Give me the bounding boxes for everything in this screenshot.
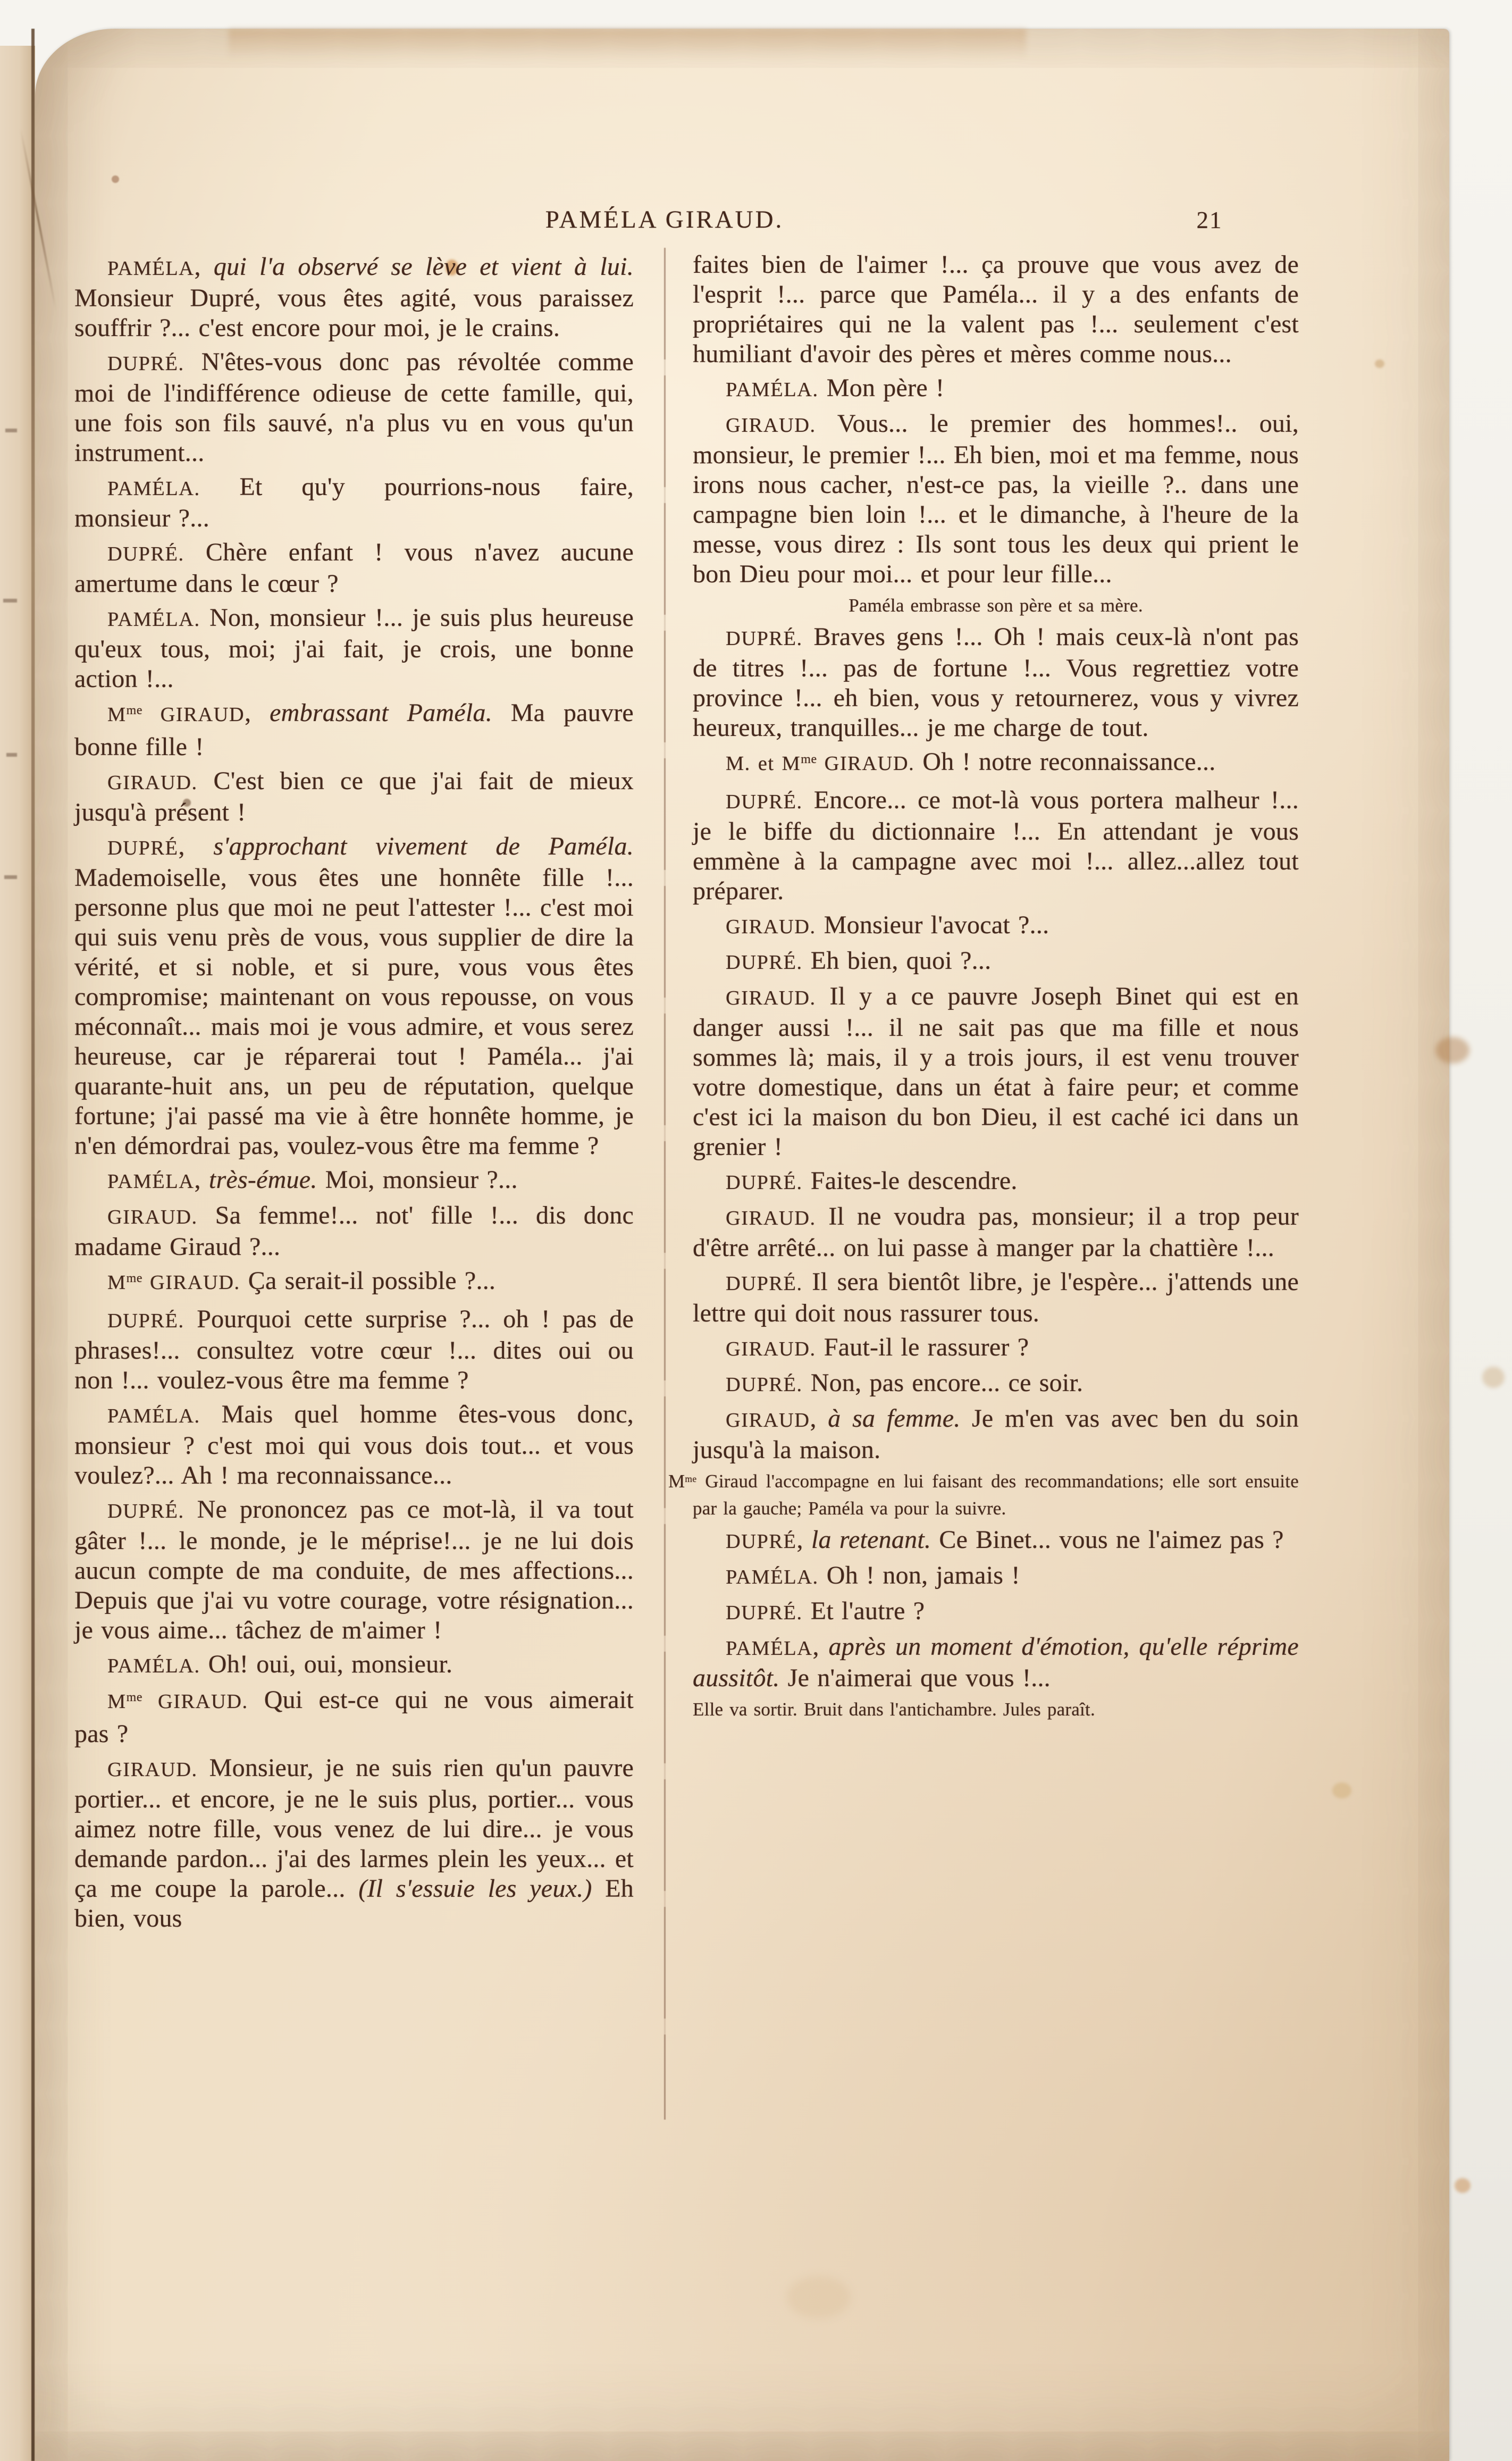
dialogue-text: ,: [194, 253, 214, 281]
speaker-name: PAMÉLA: [107, 1170, 195, 1193]
speaker-name: GIRAUD.: [107, 1206, 198, 1228]
speaker-name: PAMÉLA.: [107, 478, 200, 500]
dialogue-text: Oh! oui, oui, monsieur.: [200, 1650, 453, 1678]
dialogue-paragraph: [74, 832, 634, 1161]
dialogue-paragraph: [74, 347, 634, 468]
dialogue-text: C'est bien ce que j'ai fait de mieux jusqu'à présent !: [74, 767, 634, 826]
page-number: 21: [1196, 207, 1223, 233]
running-head-title: PAMÉLA GIRAUD.: [545, 206, 784, 233]
dialogue-paragraph: [693, 1525, 1299, 1556]
speaker-name: DUPRÉ.: [726, 1171, 803, 1194]
speaker-name: GIRAUD.: [142, 1690, 248, 1713]
dialogue-text: Faites-le descendre.: [802, 1167, 1018, 1195]
speaker-name-superscript: me: [801, 752, 817, 766]
dialogue-text: M: [668, 1471, 685, 1492]
speaker-name: PAMÉLA.: [726, 1566, 819, 1588]
dialogue-paragraph: [693, 1561, 1299, 1592]
speaker-name-superscript: me: [685, 1474, 697, 1485]
inline-stage-direction: (Il s'essuie les yeux.): [358, 1874, 592, 1903]
dialogue-text: Oh ! non, jamais !: [818, 1561, 1020, 1589]
speaker-name: DUPRÉ.: [107, 1500, 184, 1522]
inline-stage-direction: qui l'a observé se lève et vient à lui.: [213, 253, 634, 281]
dialogue-text: Et l'autre ?: [802, 1597, 925, 1625]
dialogue-text: Oh ! notre reconnaissance...: [914, 748, 1216, 776]
dialogue-paragraph: [74, 1165, 634, 1196]
dialogue-text: Mais quel homme êtes-vous donc, monsieur ? c'est moi qui vous dois tout... et vous voulez?... Ah ! ma reconnaissance...: [74, 1400, 634, 1489]
speaker-name: PAMÉLA: [726, 1637, 813, 1660]
speaker-name: M. et M: [726, 752, 801, 775]
dialogue-text: Monsieur Dupré, vous êtes agité, vous paraissez souffrir ?... c'est encore pour moi, je le crains.: [74, 284, 634, 342]
speaker-name: PAMÉLA: [107, 257, 195, 280]
dialogue-text: Mademoiselle, vous êtes une honnête fille !... personne plus que moi ne peut l'attester !... c'est moi qui suis venu près de vous, vous supplier de dire la vérité, et si noble, et si pure, vous vous êtes compromise; maintenant on vous repousse, on vous méconnaît... mais moi je vous admire, et vous serez heureuse, car je réparerai tout ! Paméla... j'ai quarante-huit ans, un peu de réputation, quelque fortune; j'ai passé ma vie à être honnête homme, je n'en démordrai pas, voulez-vous être ma femme ?: [74, 864, 634, 1160]
foxing-spot: [1455, 2178, 1471, 2193]
dialogue-text: Ce Binet... vous ne l'aimez pas ?: [931, 1526, 1284, 1554]
speaker-name: PAMÉLA.: [726, 379, 819, 401]
dialogue-text: Chère enfant ! vous n'avez aucune amertume dans le cœur ?: [74, 538, 634, 598]
speaker-name: DUPRÉ.: [107, 1310, 184, 1332]
dialogue-text: faites bien de l'aimer !... ça prouve que vous avez de l'esprit !... parce que Paméla... il y a des enfants de propriétaires qui ne la valent pas !... seulement c'est humiliant d'avoir des pères et mères comme nous...: [693, 250, 1299, 368]
dialogue-text: Eh bien, vous: [74, 1874, 634, 1932]
dialogue-paragraph: [74, 538, 634, 599]
dialogue-paragraph: [693, 1596, 1299, 1628]
speaker-name: DUPRÉ.: [107, 543, 184, 565]
dialogue-paragraph: [74, 1304, 634, 1395]
dialogue-paragraph: [74, 1201, 634, 1262]
dialogue-text: Ça serait-il possible ?...: [240, 1267, 496, 1295]
speaker-name: GIRAUD.: [726, 1338, 816, 1360]
speaker-name-superscript: me: [126, 1690, 142, 1704]
dialogue-paragraph: [693, 982, 1299, 1162]
dialogue-text: Il sera bientôt libre, je l'espère... j'attends une lettre qui doit nous rassurer tous.: [693, 1268, 1299, 1327]
dialogue-text: Moi, monsieur ?...: [317, 1166, 518, 1194]
speaker-name: GIRAUD.: [817, 752, 915, 775]
foxing-spot: [1375, 359, 1384, 368]
speaker-name: M: [107, 1271, 127, 1294]
dialogue-paragraph: [74, 1650, 634, 1681]
speaker-name: DUPRÉ.: [726, 627, 803, 650]
speaker-name: DUPRÉ.: [726, 1374, 803, 1396]
facing-page-text-trace: [5, 429, 17, 432]
speaker-name: GIRAUD.: [107, 1759, 198, 1781]
dialogue-text: Ne prononcez pas ce mot-là, il va tout gâter !... le monde, je le méprise!... je ne lui dois aucun compte de ma conduite, de mes affections... Depuis que j'ai vu votre courage, votre résignation... je vous aime... tâchez de m'aimer !: [74, 1495, 634, 1644]
facing-page-text-trace: [4, 875, 17, 879]
dialogue-paragraph: [693, 747, 1299, 781]
dialogue-paragraph: [693, 1333, 1299, 1364]
speaker-name: GIRAUD.: [142, 1271, 240, 1294]
stage-direction: [693, 593, 1299, 618]
dialogue-text: Eh bien, quoi ?...: [802, 947, 992, 975]
top-edge-stain: [229, 29, 1026, 60]
speaker-name: GIRAUD.: [107, 772, 198, 794]
text-column-right: [668, 246, 1299, 1726]
dialogue-paragraph: [693, 250, 1299, 369]
dialogue-text: Sa femme!... not' fille !... dis donc madame Giraud ?...: [74, 1201, 634, 1261]
speaker-name: M: [107, 1690, 127, 1713]
dialogue-text: Qui est-ce qui ne vous aimerait pas ?: [74, 1686, 634, 1748]
dialogue-text: Encore... ce mot-là vous portera malheur !... je le biffe du dictionnaire !... En attendant je vous emmène à la campagne avec moi !... allez...allez tout préparer.: [693, 786, 1299, 905]
stage-direction: [668, 1469, 1299, 1521]
text-column-left: [74, 248, 634, 1938]
inline-stage-direction: après un moment d'émotion, qu'elle réprime aussitôt.: [693, 1633, 1299, 1692]
inline-stage-direction: très-émue.: [208, 1166, 317, 1194]
dialogue-paragraph: [693, 1404, 1299, 1465]
speaker-name: DUPRÉ.: [726, 791, 803, 813]
dialogue-paragraph: [693, 785, 1299, 906]
dialogue-paragraph: [74, 1400, 634, 1491]
speaker-name: DUPRÉ: [107, 837, 179, 859]
dialogue-text: ,: [194, 1166, 209, 1194]
stage-direction: [693, 1697, 1299, 1722]
dialogue-text: Non, pas encore... ce soir.: [802, 1369, 1083, 1397]
inline-stage-direction: embrassant Paméla.: [270, 699, 492, 727]
dialogue-paragraph: [693, 1166, 1299, 1198]
inline-stage-direction: s'approchant vivement de Paméla.: [213, 832, 634, 860]
inline-stage-direction: la retenant.: [811, 1526, 931, 1554]
speaker-name: PAMÉLA.: [107, 1405, 200, 1427]
speaker-name: PAMÉLA.: [107, 1655, 200, 1677]
speaker-name: GIRAUD.: [726, 916, 816, 938]
dialogue-text: Pourquoi cette surprise ?... oh ! pas de phrases!... consultez votre cœur !... dites oui ou non !... voulez-vous être ma femme ?: [74, 1305, 634, 1394]
foxing-spot: [1482, 1367, 1505, 1388]
dialogue-text: Non, monsieur !... je suis plus heureuse qu'eux tous, moi; j'ai fait, je crois, une bonne action !...: [74, 604, 634, 693]
dialogue-text: Mon père !: [818, 374, 945, 402]
speaker-name-superscript: me: [126, 1271, 142, 1285]
dialogue-text: Je n'aimerai que vous !...: [779, 1664, 1051, 1692]
dialogue-text: ,: [796, 1526, 811, 1554]
dialogue-paragraph: [693, 373, 1299, 405]
speaker-name: DUPRÉ.: [726, 951, 803, 974]
dialogue-paragraph: [74, 698, 634, 762]
speaker-name: GIRAUD: [142, 704, 245, 726]
dialogue-text: ,: [178, 832, 214, 860]
dialogue-paragraph: [693, 910, 1299, 942]
dialogue-text: Elle va sortir. Bruit dans l'antichambre. Jules paraît.: [693, 1699, 1095, 1720]
dialogue-text: Vous... le premier des hommes!.. oui, monsieur, le premier !... Eh bien, moi et ma femme, nous irons nous cacher, n'est-ce pas, la vieille ?.. dans une campagne bien loin !... et le dimanche, à l'heure de la messe, vous direz : Ils sont tous les deux qui prient le bon Dieu pour moi... et pour leur fille...: [693, 409, 1299, 588]
dialogue-text: Braves gens !... Oh ! mais ceux-là n'ont pas de titres !... pas de fortune !... Vous regrettiez votre province !... eh bien, vous y retournerez, vous y vivrez heureux, tranquilles... je me charge de tout.: [693, 623, 1299, 742]
dialogue-text: Faut-il le rassurer ?: [816, 1333, 1029, 1361]
dialogue-paragraph: [693, 1632, 1299, 1693]
speaker-name-superscript: me: [126, 703, 142, 717]
speaker-name: DUPRÉ.: [726, 1602, 803, 1624]
foxing-spot: [1435, 1037, 1469, 1064]
dialogue-text: Et qu'y pourrions-nous faire, monsieur ?...: [74, 473, 634, 532]
dialogue-paragraph: [693, 1267, 1299, 1328]
dialogue-paragraph: [74, 1495, 634, 1645]
dialogue-text: ,: [812, 1633, 829, 1661]
dialogue-paragraph: [74, 1266, 634, 1300]
dialogue-text: Monsieur, je ne suis rien qu'un pauvre portier... et encore, je ne le suis plus, portier... vous aimez notre fille, vous venez de lui dire... je vous demande pardon... j'ai des larmes plein les yeux... et ça me coupe la parole...: [74, 1754, 634, 1903]
speaker-name: M: [107, 704, 127, 726]
dialogue-text: Il ne voudra pas, monsieur; il a trop peur d'être arrêté... on lui passe à manger par la chattière !...: [693, 1202, 1299, 1262]
column-divider-rule: [664, 248, 666, 2120]
dialogue-text: Paméla embrasse son père et sa mère.: [849, 595, 1143, 616]
dialogue-text: N'êtes-vous donc pas révoltée comme moi de l'indifférence odieuse de cette famille, qui, une fois son fils sauvé, n'a plus vu en vous qu'un instrument...: [74, 348, 634, 467]
dialogue-paragraph: [693, 622, 1299, 743]
speaker-name: PAMÉLA.: [107, 608, 200, 631]
dialogue-paragraph: [74, 603, 634, 694]
speaker-name: DUPRÉ.: [107, 353, 184, 375]
facing-page-text-trace: [3, 599, 17, 602]
dialogue-paragraph: [74, 1685, 634, 1749]
dialogue-paragraph: [74, 472, 634, 533]
dialogue-paragraph: [693, 1202, 1299, 1263]
dialogue-text: Ma pauvre bonne fille !: [74, 699, 634, 761]
dialogue-text: Il y a ce pauvre Joseph Binet qui est en danger aussi !... il ne sait pas que ma fille et nous sommes là; mais, il y a trois jours, il est venu trouver votre domestique, dans un état à faire peur; et comme c'est ici la maison du bon Dieu, il est caché ici dans un grenier !: [693, 982, 1299, 1161]
speaker-name: DUPRÉ: [726, 1530, 797, 1553]
speaker-name: GIRAUD.: [726, 414, 816, 437]
dialogue-paragraph: [693, 1368, 1299, 1400]
dialogue-paragraph: [693, 409, 1299, 589]
dialogue-text: ,: [810, 1404, 828, 1433]
dialogue-paragraph: [74, 1753, 634, 1933]
binding-shadow: [31, 29, 35, 2461]
dialogue-text: Giraud l'accompagne en lui faisant des recommandations; elle sort ensuite par la gauche; Paméla va pour la suivre.: [693, 1471, 1299, 1519]
dialogue-paragraph: [74, 252, 634, 343]
foxing-spot: [1332, 1782, 1351, 1798]
speaker-name: DUPRÉ.: [726, 1273, 803, 1295]
inline-stage-direction: à sa femme.: [828, 1404, 961, 1433]
dialogue-paragraph: [693, 946, 1299, 977]
facing-page-text-trace: [6, 753, 17, 757]
ink-speck: [112, 175, 119, 183]
paper-mottle: [787, 2276, 851, 2318]
dialogue-text: ,: [245, 699, 270, 727]
speaker-name: GIRAUD.: [726, 1207, 816, 1229]
facing-page-edge: [0, 46, 35, 2461]
speaker-name: GIRAUD: [726, 1409, 810, 1432]
dialogue-text: Monsieur l'avocat ?...: [816, 911, 1049, 939]
dialogue-text: Je m'en vas avec ben du soin jusqu'à la maison.: [693, 1404, 1299, 1464]
speaker-name: GIRAUD.: [726, 987, 816, 1009]
dialogue-paragraph: [74, 766, 634, 827]
